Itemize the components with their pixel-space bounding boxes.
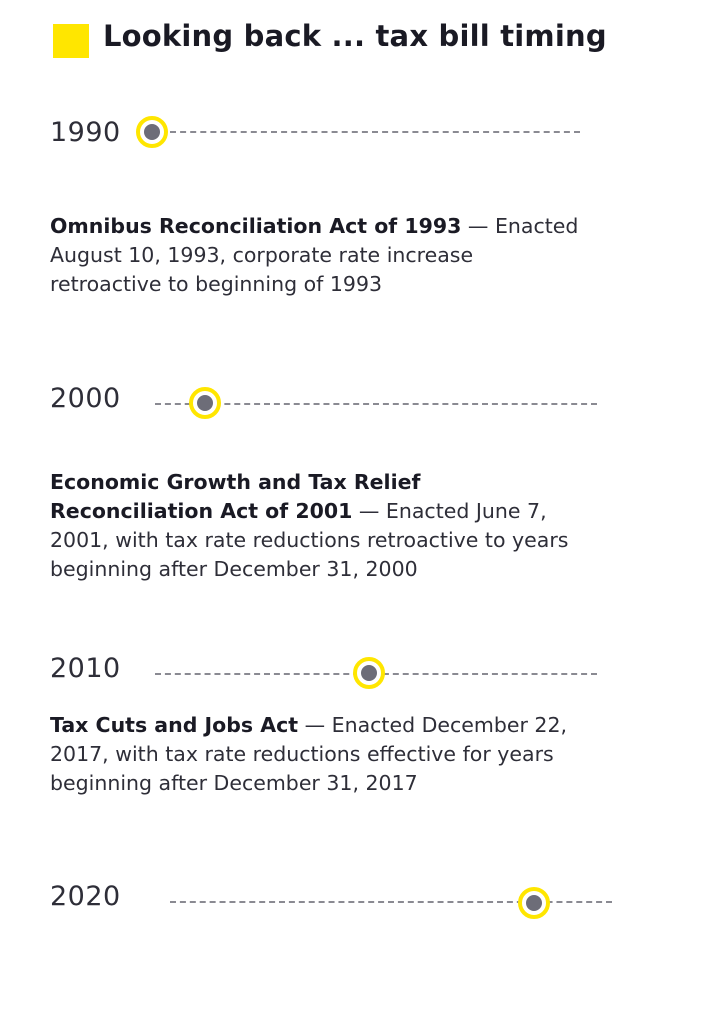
year-label-2020: 2020 — [50, 881, 121, 912]
year-label-2000: 2000 — [50, 383, 121, 414]
timeline-track-2000 — [155, 403, 597, 405]
marker-dot — [361, 665, 377, 681]
marker-dot — [197, 395, 213, 411]
event-description-2017 — [50, 711, 590, 798]
title-accent-square — [53, 24, 89, 58]
event-detail: Enacted June 7, 2001, with tax rate reductions retroactive to years beginning after December 31, 2000 — [50, 499, 569, 581]
marker-dot — [526, 895, 542, 911]
timeline-marker-2017 — [353, 657, 385, 689]
event-detail: Enacted December 22, 2017, with tax rate reductions effective for years beginning after December 31, 2017 — [50, 713, 568, 795]
event-detail: Enacted August 10, 1993, corporate rate increase retroactive to beginning of 1993 — [50, 214, 579, 296]
event-separator: — — [298, 713, 332, 737]
marker-dot — [144, 124, 160, 140]
event-separator: — — [352, 499, 386, 523]
event-separator: — — [461, 214, 495, 238]
timeline-track-1990 — [170, 131, 580, 133]
event-act-name: Omnibus Reconciliation Act of 1993 — [50, 214, 462, 238]
timeline-marker-2020s — [518, 887, 550, 919]
timeline-marker-2001 — [189, 387, 221, 419]
event-act-name: Tax Cuts and Jobs Act — [50, 713, 299, 737]
event-description-1993 — [50, 212, 590, 299]
timeline-marker-1990 — [136, 116, 168, 148]
page-title: Looking back ... tax bill timing — [103, 19, 607, 53]
event-description-2001 — [50, 468, 590, 584]
event-act-name: Economic Growth and Tax Relief Reconciliation Act of 2001 — [50, 470, 421, 523]
year-label-1990: 1990 — [50, 117, 121, 148]
year-label-2010: 2010 — [50, 653, 121, 684]
